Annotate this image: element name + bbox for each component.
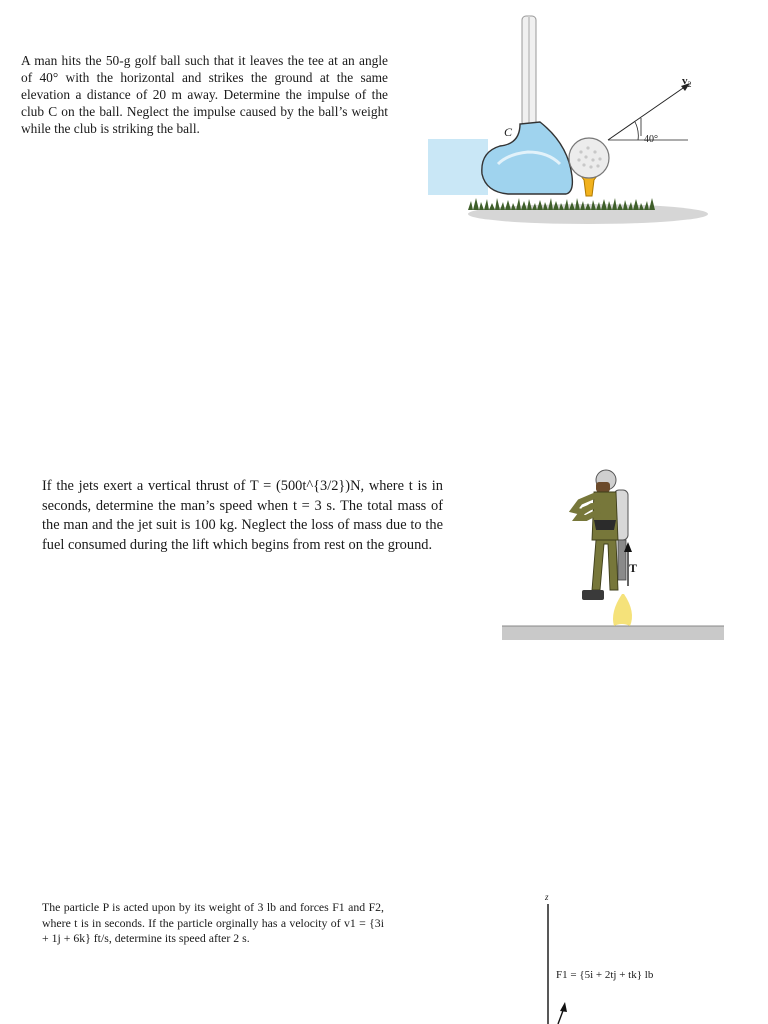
z-axis-label: z (545, 892, 549, 902)
velocity-label (682, 75, 692, 89)
legs (592, 540, 618, 590)
angle-arc (635, 122, 638, 140)
club-motion-blur (428, 139, 488, 195)
particle-figure (530, 890, 570, 1024)
club-head (482, 122, 573, 194)
golf-ball (569, 138, 609, 178)
harness (594, 520, 616, 530)
problem-2-text: If the jets exert a vertical thrust of T = (500t^{3/2})N, where t is in seconds, determine the man’s speed when t = 3 s. The total mass of the man and the jet suit is 100 kg. Neglect the loss of mass due to the fuel consumed during the lift which begins from rest on the ground. (42, 478, 443, 553)
angle-label: 40° (644, 134, 658, 145)
problem-1-text: A man hits the 50-g golf ball such that it leaves the tee at an angle of 40° with the horizontal and strikes the ground at the same elevation a distance of 20 m away. Determine the impulse of the club C on the ball. Neglect the impulse caused by the ball’s weight while the club is striking the ball. (21, 53, 388, 136)
thrust-label: T (629, 561, 638, 575)
problem-3-text: The particle P is acted upon by its weight of 3 lb and forces F1 and F2, where t is in seconds. If the particle orginally has a velocity of v1 = {3i + 1j + 6k} ft/s, determine its speed after 2 s. (42, 900, 384, 945)
grass (468, 198, 655, 210)
velocity-symbol: v (682, 75, 688, 87)
club-label: C (504, 125, 513, 139)
force-label: F1 = {5i + 2tj + tk} lb (556, 969, 654, 981)
velocity-vector (608, 86, 686, 140)
velocity-subscript: 2 (687, 80, 692, 90)
flame (613, 594, 632, 626)
golf-club-figure (428, 14, 720, 230)
jet-suit-figure (498, 462, 726, 646)
ground (502, 626, 724, 640)
boots (582, 590, 604, 600)
